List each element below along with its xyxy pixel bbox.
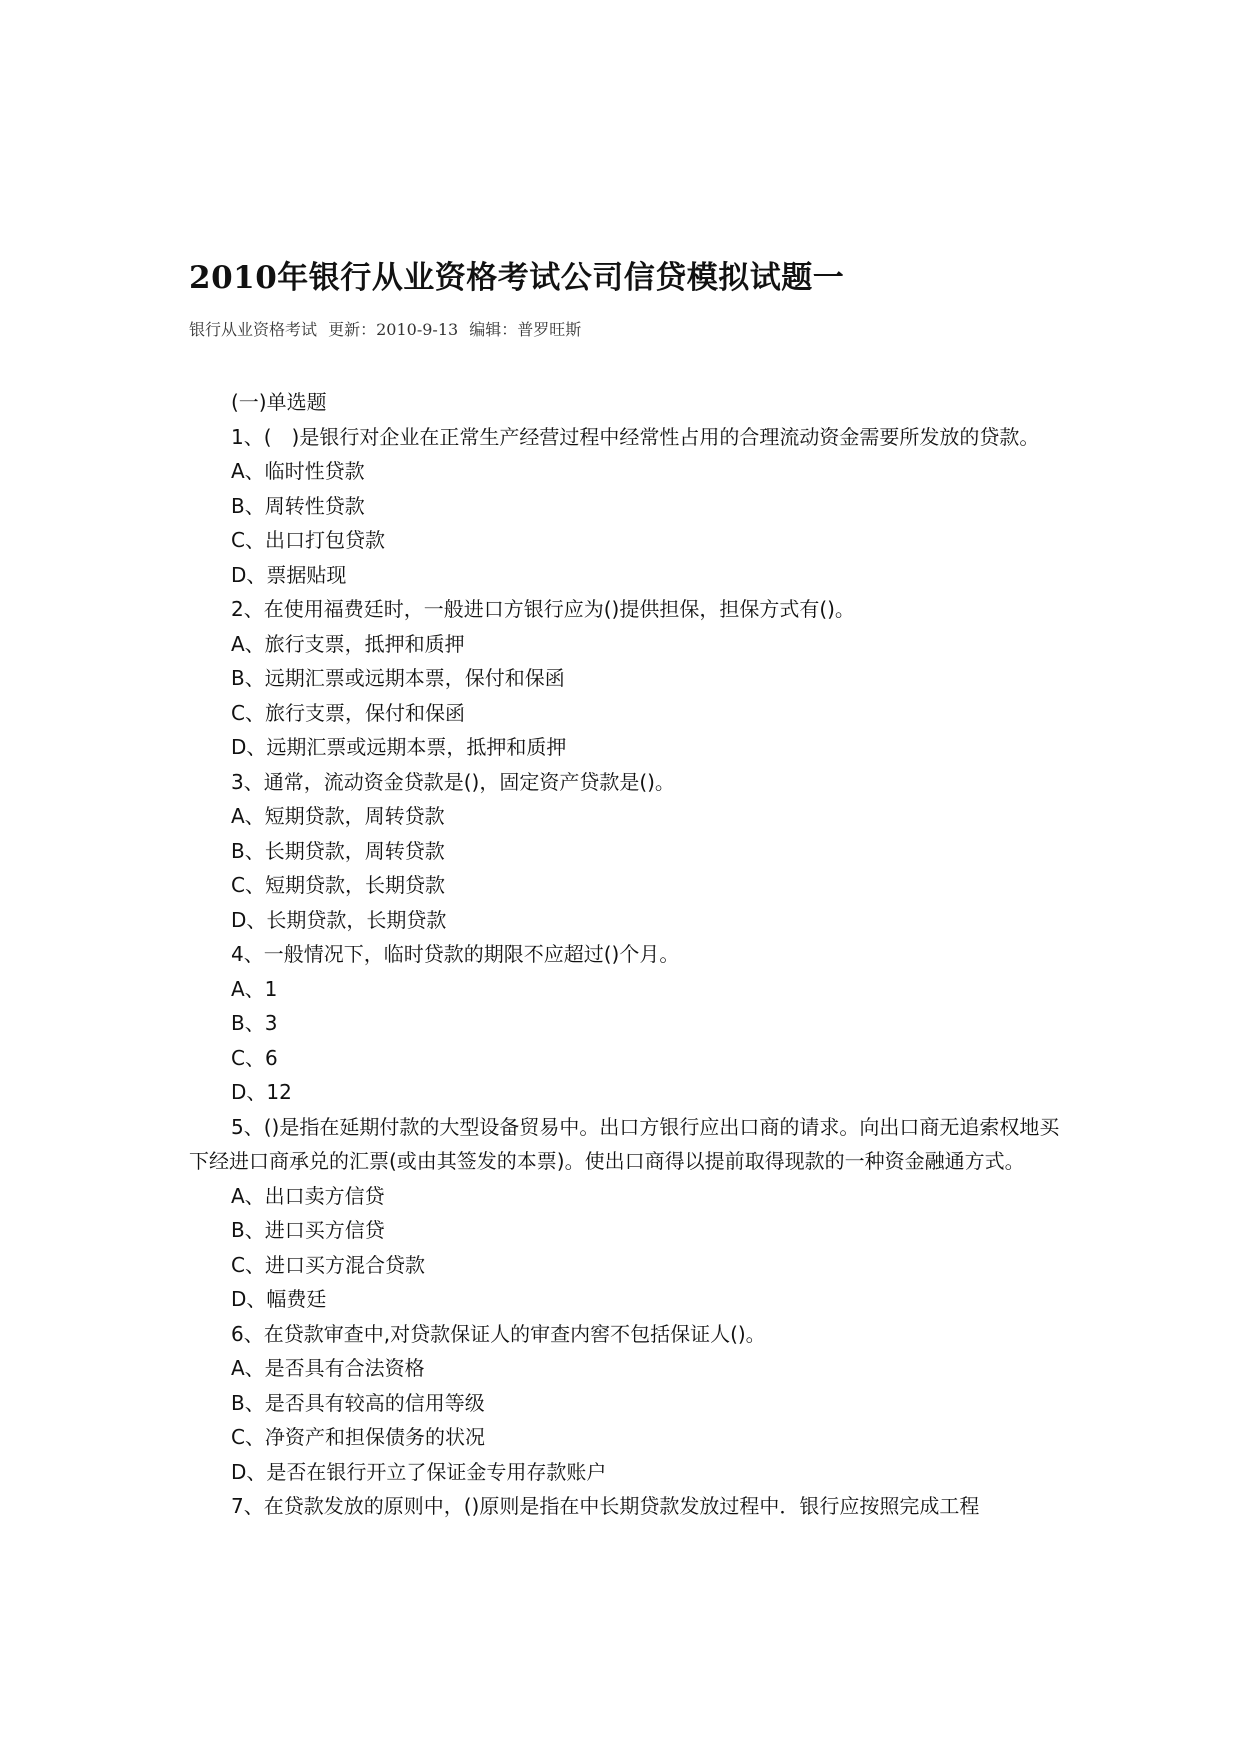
option-item: D、远期汇票或远期本票，抵押和质押 xyxy=(231,735,567,759)
question-text: 5、()是指在延期付款的大型设备贸易中。出口方银行应出口商的请求。向出口商无追索权地买下经进口商承兑的汇票(或由其签发的本票)。使出口商得以提前取得现款的一种资金融通方式。 xyxy=(189,1114,1060,1173)
option-item: A、旅行支票，抵押和质押 xyxy=(231,631,465,656)
meta-editor: 编辑：普罗旺斯 xyxy=(469,320,582,339)
meta-source: 银行从业资格考试 xyxy=(189,320,318,339)
option-item: B、3 xyxy=(231,1011,278,1035)
question-text: 3、通常，流动资金贷款是()，固定资产贷款是()。 xyxy=(231,769,675,794)
option-item: A、短期贷款，周转贷款 xyxy=(231,804,445,828)
option-item: D、是否在银行开立了保证金专用存款账户 xyxy=(231,1459,607,1484)
question-text: 4、一般情况下，临时贷款的期限不应超过()个月。 xyxy=(231,942,680,966)
option-item: C、6 xyxy=(231,1045,278,1070)
option-item: B、进口买方信贷 xyxy=(231,1218,385,1242)
question-text: 6、在贷款审查中,对贷款保证人的审查内窖不包括保证人()。 xyxy=(231,1321,766,1346)
question-text: 7、在贷款发放的原则中，()原则是指在中长期贷款发放过程中．银行应按照完成工程 xyxy=(231,1494,980,1518)
section-heading: (一)单选题 xyxy=(231,390,327,414)
question-text: 1、( )是银行对企业在正常生产经营过程中经常性占用的合理流动资金需要所发放的贷款。 xyxy=(231,424,1040,449)
option-item: D、票据贴现 xyxy=(231,562,347,587)
question-text: 2、在使用福费廷时，一般进口方银行应为()提供担保，担保方式有()。 xyxy=(231,597,855,621)
option-item: B、是否具有较高的信用等级 xyxy=(231,1390,485,1415)
option-item: D、幅费廷 xyxy=(231,1287,327,1311)
option-item: D、长期贷款，长期贷款 xyxy=(231,907,447,932)
option-item: A、临时性贷款 xyxy=(231,459,365,483)
option-item: B、远期汇票或远期本票，保付和保函 xyxy=(231,666,565,690)
document-title: 2010年银行从业资格考试公司信贷模拟试题一 xyxy=(189,260,845,296)
option-item: C、进口买方混合贷款 xyxy=(231,1252,425,1277)
option-item: C、出口打包贷款 xyxy=(231,528,385,552)
option-item: A、出口卖方信贷 xyxy=(231,1183,385,1208)
option-item: A、1 xyxy=(231,976,278,1001)
meta-updated: 更新：2010-9-13 xyxy=(328,320,459,339)
option-item: D、12 xyxy=(231,1080,292,1104)
option-item: A、是否具有合法资格 xyxy=(231,1356,425,1380)
option-item: C、旅行支票，保付和保函 xyxy=(231,700,465,725)
option-item: B、周转性贷款 xyxy=(231,493,365,518)
question-list xyxy=(189,385,1064,1524)
document-meta xyxy=(189,318,581,342)
option-item: C、短期贷款，长期贷款 xyxy=(231,873,445,897)
option-item: B、长期贷款，周转贷款 xyxy=(231,838,445,863)
option-item: C、净资产和担保债务的状况 xyxy=(231,1425,485,1449)
